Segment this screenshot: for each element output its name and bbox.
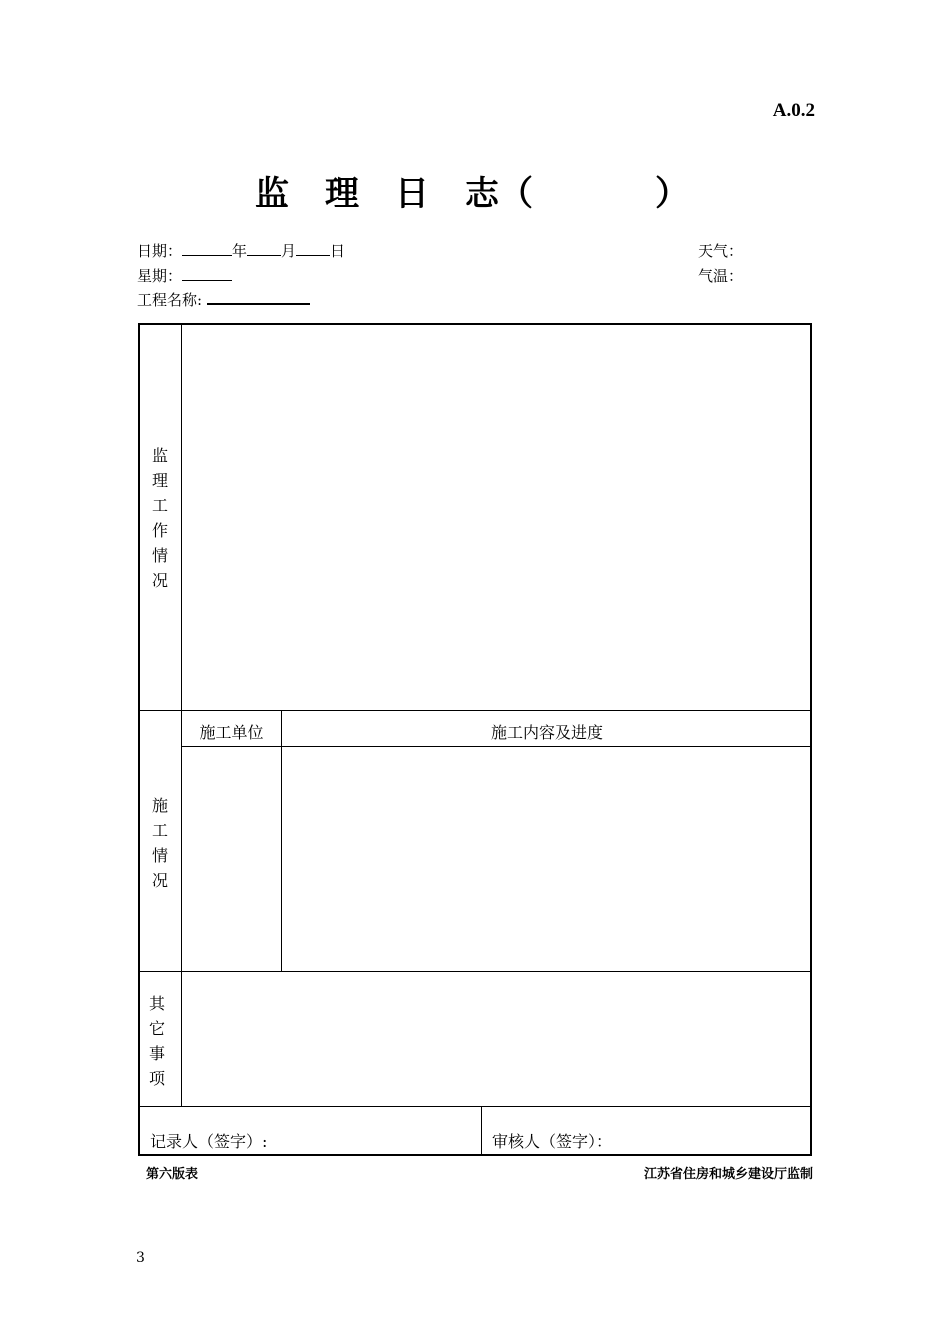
year-label: 年 [232,242,248,260]
construction-content-cell[interactable] [282,747,812,971]
title-char: 日 [395,174,429,214]
date-label: 日期： [137,242,183,260]
construction-unit-cell[interactable] [182,747,281,971]
project-row [137,289,310,310]
row-divider [140,1106,810,1107]
title-char: 监 [255,174,289,214]
month-label: 月 [281,242,297,260]
construction-label: 施 工 情 况 [151,796,168,890]
day-field[interactable] [296,241,330,256]
day-label: 日 [330,242,346,260]
log-table [138,323,812,1156]
project-label: 工程名称: [137,291,203,309]
weekday-label: 星期： [137,267,183,285]
page-title [255,166,689,215]
supervision-work-label: 监 理 工 作 情 况 [151,446,168,590]
signature-divider [481,1106,482,1156]
form-code: A.0.2 [772,100,815,121]
footer-edition: 第六版表 [146,1167,199,1182]
row-divider [140,710,810,711]
title-char: 理 [325,174,359,214]
reviewer-signature[interactable]: 审核人（签字）： [492,1132,613,1151]
title-open-paren: （ [499,174,533,214]
date-row [137,240,345,261]
temperature-label: 气温： [698,267,744,285]
weekday-field[interactable] [182,266,232,281]
month-field[interactable] [247,241,281,256]
supervision-work-content[interactable] [182,325,812,709]
recorder-signature[interactable]: 记录人（签字）: [150,1132,268,1151]
footer-issuer: 江苏省住房和城乡建设厅监制 [643,1167,813,1182]
other-matters-label: 其 它 事 项 [148,994,165,1088]
weekday-row [137,265,232,286]
weather-label: 天气： [698,242,744,260]
title-char: 志 [465,174,499,214]
year-field[interactable] [182,241,232,256]
construction-unit-header: 施工单位 [199,723,264,742]
title-close-paren: ） [655,174,689,214]
project-name-field[interactable] [207,289,310,305]
construction-content-header: 施工内容及进度 [490,723,603,742]
other-matters-content[interactable] [182,972,812,1106]
page-number: 3 [136,1250,145,1266]
